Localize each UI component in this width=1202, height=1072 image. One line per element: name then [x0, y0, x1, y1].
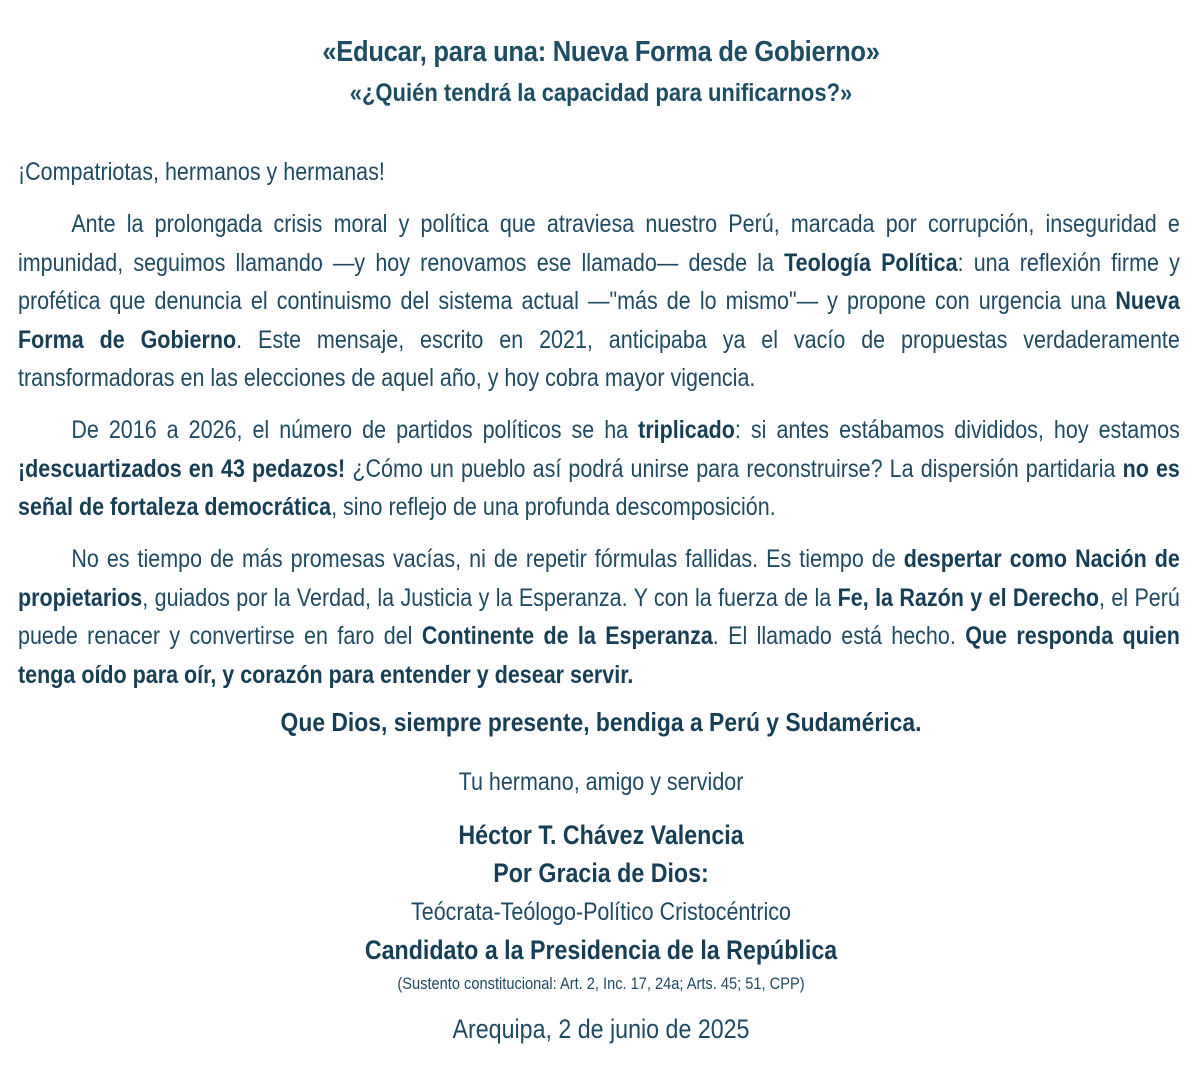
bold-phrase: Teología Política: [784, 248, 958, 277]
author-role: Teócrata-Teólogo-Político Cristocéntrico: [410, 898, 791, 926]
author-name: Héctor T. Chávez Valencia: [458, 820, 744, 850]
paragraph-2: De 2016 a 2026, el número de partidos políticos se ha triplicado: si antes estábamos divididos, hoy estamos ¡descuartizados en 43 pedazos! ¿Cómo un pueblo así podrá unirse para reconstruirse? La dispersión partidaria no es señal de fortaleza democrática, sino reflejo de una profunda descomposición.: [18, 416, 1180, 521]
bold-phrase: triplicado: [638, 416, 735, 444]
document-title: «Educar, para una: Nueva Forma de Gobierno»: [322, 36, 880, 68]
closing-line: Tu hermano, amigo y servidor: [458, 768, 744, 796]
bold-phrase: no es señal de fortaleza democrática: [18, 454, 1180, 521]
document-subtitle: «¿Quién tendrá la capacidad para unificarnos?»: [349, 79, 853, 107]
author-candidacy: Candidato a la Presidencia de la República: [364, 935, 838, 965]
author-grace: Por Gracia de Dios:: [493, 858, 709, 888]
bold-phrase: ¡descuartizados en 43 pedazos!: [18, 454, 346, 483]
bold-phrase: Continente de la Esperanza: [421, 622, 713, 650]
bold-phrase: Nueva Forma de Gobierno: [18, 287, 1180, 354]
greeting: ¡Compatriotas, hermanos y hermanas!: [18, 158, 385, 186]
paragraph-1: Ante la prolongada crisis moral y política que atraviesa nuestro Perú, marcada por corrupción, inseguridad e impunidad, seguimos llamando —y hoy renovamos ese llamado— desde la Teología Política: una reflexión firme y profética que denuncia el continuismo del sistema actual —"más de lo mismo"— y propone con urgencia una Nueva Forma de Gobierno. Este mensaje, escrito en 2021, anticipaba ya el vacío de propuestas verdaderamente transformadoras en las elecciones de aquel año, y hoy cobra mayor vigencia.: [18, 210, 1180, 392]
place-date: Arequipa, 2 de junio de 2025: [452, 1014, 750, 1044]
bold-phrase: Fe, la Razón y el Derecho: [837, 583, 1099, 612]
paragraph-3: No es tiempo de más promesas vacías, ni de repetir fórmulas fallidas. Es tiempo de despertar como Nación de propietarios, guiados por la Verdad, la Justicia y la Esperanza. Y con la fuerza de la Fe, la Razón y el Derecho, el Perú puede renacer y convertirse en faro del Continente de la Esperanza. El llamado está hecho. Que responda quien tenga oído para oír, y corazón para entender y desear servir.: [18, 545, 1180, 689]
bold-phrase: despertar como Nación de propietarios: [18, 545, 1180, 612]
bold-phrase: Que responda quien tenga oído para oír, y corazón para entender y desear servir.: [18, 622, 1180, 689]
legal-note: (Sustento constitucional: Art. 2, Inc. 17, 24a; Arts. 45; 51, CPP): [397, 974, 805, 993]
blessing: Que Dios, siempre presente, bendiga a Perú y Sudamérica.: [280, 707, 922, 737]
